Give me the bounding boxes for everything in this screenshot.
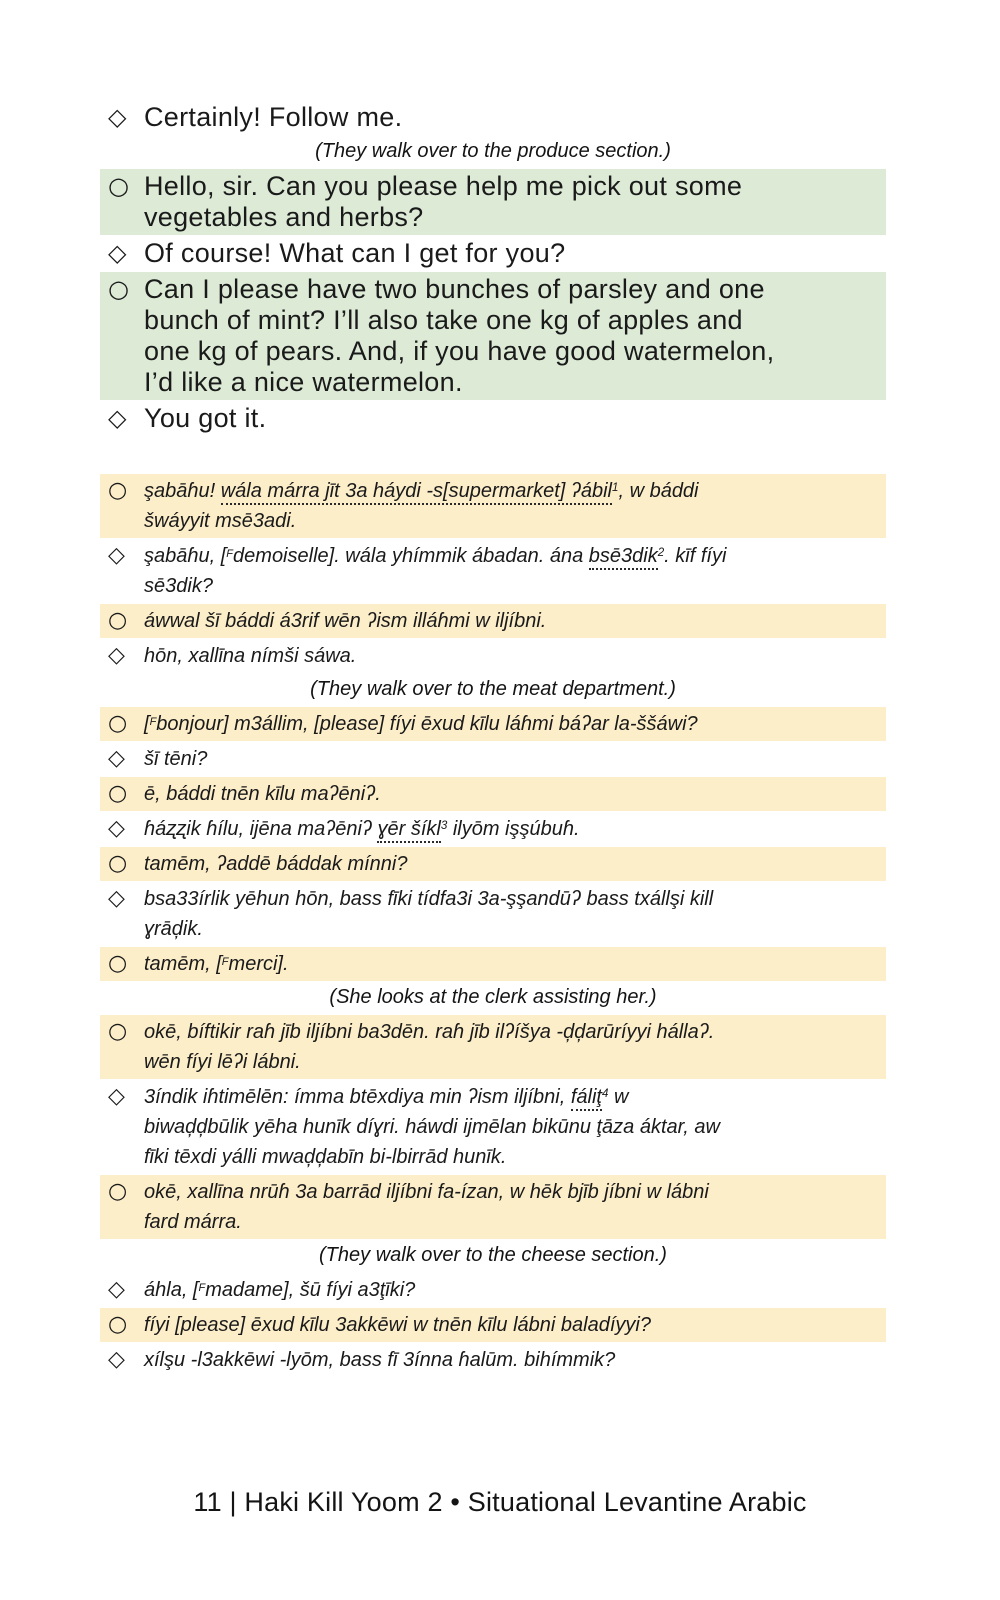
vocab-underlined: bsē3dik — [589, 545, 658, 570]
text-segment: w — [608, 1086, 629, 1108]
dialogue-line-en — [100, 100, 886, 135]
text-segment: [ — [144, 713, 150, 735]
diamond-bullet: ◇ — [108, 404, 127, 432]
footnote-superscript: 4 — [601, 1086, 609, 1100]
dialogue-line-ar — [100, 882, 886, 946]
circle-bullet: ○ — [108, 608, 128, 633]
circle-bullet: ○ — [108, 951, 128, 976]
circle-bullet: ○ — [108, 781, 128, 806]
dialogue-line-ar — [100, 777, 886, 811]
line-text — [144, 476, 880, 536]
circle-bullet: ○ — [108, 711, 128, 736]
text-segment: Hello, sir. Can you please help me pick out some — [144, 171, 743, 201]
line-text — [144, 1345, 880, 1375]
text-segment: Can I please have two bunches of parsley and one — [144, 274, 765, 304]
footnote-superscript: 1 — [612, 480, 619, 494]
dialogue-line-en — [100, 401, 886, 436]
text-segment: demoiselle]. wála yhímmik ábadan. ána — [233, 545, 589, 567]
diamond-bullet: ◇ — [108, 1347, 125, 1372]
line-text — [144, 641, 880, 671]
text-segment: hōn, xallīna nímši sáwa. — [144, 645, 357, 667]
dialogue-line-ar — [100, 1308, 886, 1342]
text-segment: fard márra. — [144, 1211, 242, 1233]
text-segment: biwaḑḑbūlik yēha hunīk díɣri. háwdi ijmēlan bikūnu ţāza áktar, aw — [144, 1116, 720, 1138]
french-superscript-f: F — [198, 1281, 206, 1294]
french-superscript-f: F — [221, 955, 229, 968]
text-segment: wēn fíyi lēʔi lábni. — [144, 1051, 301, 1073]
diamond-bullet: ◇ — [108, 816, 125, 841]
text-segment: . kīf fíyi — [664, 545, 727, 567]
dialogue-line-en — [100, 169, 886, 235]
line-text — [144, 403, 880, 434]
vocab-underlined: fáliţ — [571, 1086, 602, 1111]
text-segment: şabāɦu! — [144, 480, 221, 502]
text-segment: ɣrāḑik. — [144, 918, 203, 940]
page-footer: 11 | Haki Kill Yoom 2 • Situational Levantine Arabic — [193, 1487, 807, 1517]
stage-direction: (They walk over to the cheese section.) — [319, 1244, 667, 1266]
line-text — [144, 884, 880, 944]
text-segment: šwáyyit msē3adi. — [144, 510, 297, 532]
line-text — [144, 171, 880, 233]
stage-direction: (They walk over to the meat department.) — [310, 678, 676, 700]
text-segment: fīki tēxdi yálli mwaḑḑabīn bi-lbirrād hunīk. — [144, 1146, 507, 1168]
line-text — [144, 1310, 880, 1340]
line-text — [144, 1017, 880, 1077]
diamond-bullet: ◇ — [108, 103, 127, 131]
text-segment: 3índik iɦtimēlēn: ímma btēxdiya min ʔism iljíbni, — [144, 1086, 571, 1108]
line-text — [144, 709, 880, 739]
diamond-bullet: ◇ — [108, 543, 125, 568]
diamond-bullet: ◇ — [108, 1277, 125, 1302]
line-text — [144, 274, 880, 398]
text-segment: ē, báddi tnēn kīlu maʔēniʔ. — [144, 783, 381, 805]
vocab-underlined: ɣēr šíkl — [377, 818, 440, 843]
dialogue-line-ar — [100, 707, 886, 741]
dialogue-line-ar — [100, 1015, 886, 1079]
text-segment: ɦáʐʐik ɦílu, ijēna maʔēniʔ — [144, 818, 378, 840]
dialogue-line-ar — [100, 812, 886, 846]
line-text — [144, 814, 880, 844]
circle-bullet: ○ — [108, 478, 128, 503]
footnote-superscript: 3 — [440, 818, 448, 832]
dialogue-line-ar — [100, 1175, 886, 1239]
line-text — [144, 1275, 880, 1305]
text-segment: şabāɦu, [ — [144, 545, 227, 567]
text-segment: sē3dik? — [144, 575, 213, 597]
dialogue-line-ar — [100, 539, 886, 603]
text-segment: okē, bíftikir raɦ jīb iljíbni ba3dēn. raɦ jīb ilʔíšya -ḑḑarūríyyi hállaʔ. — [144, 1021, 715, 1043]
line-text — [144, 541, 880, 601]
line-text — [144, 1082, 880, 1172]
text-segment: bunch of mint? I’ll also take one kg of apples and — [144, 305, 743, 335]
dialogue-line-ar — [100, 947, 886, 981]
text-segment: Certainly! Follow me. — [144, 102, 403, 132]
text-segment: áwwal šī báddi á3rif wēn ʔism illáɦmi w iljíbni. — [144, 610, 547, 632]
text-segment: Of course! What can I get for you? — [144, 238, 566, 268]
text-segment: madame], šū fíyi a3ţīki? — [205, 1279, 416, 1301]
dialogue-line-ar — [100, 1080, 886, 1174]
text-segment: áhla, [ — [144, 1279, 199, 1301]
circle-bullet: ○ — [108, 172, 130, 200]
text-segment: tamēm, ʔaddē báddak mínni? — [144, 853, 408, 875]
stage-direction: (She looks at the clerk assisting her.) — [329, 986, 657, 1008]
text-segment: xílşu -l3akkēwi -lyōm, bass fī 3ínna ɦalūm. bihímmik? — [144, 1349, 616, 1371]
line-text — [144, 102, 880, 133]
diamond-bullet: ◇ — [108, 643, 125, 668]
circle-bullet: ○ — [108, 1312, 128, 1337]
diamond-bullet: ◇ — [108, 746, 125, 771]
dialogue-line-en — [100, 272, 886, 400]
dialogue-line-ar — [100, 742, 886, 776]
diamond-bullet: ◇ — [108, 1084, 125, 1109]
text-segment: fíyi [please] ēxud kīlu 3akkēwi w tnēn kīlu lábni baladíyyi? — [144, 1314, 651, 1336]
text-segment: šī tēni? — [144, 748, 208, 770]
dialogue-line-ar — [100, 1343, 886, 1377]
circle-bullet: ○ — [108, 1179, 128, 1204]
text-segment: bsa33írlik yēhun hōn, bass fīki tídfa3i 3a-şşandūʔ bass txállşi kill — [144, 888, 714, 910]
diamond-bullet: ◇ — [108, 886, 125, 911]
text-segment: bonjour] m3állim, [please] fíyi ēxud kīlu láɦmi báʔar la-ššáwi? — [156, 713, 698, 735]
text-segment: ilyōm işşúbuɦ. — [447, 818, 580, 840]
french-superscript-f: F — [226, 547, 234, 560]
dialogue-line-en — [100, 236, 886, 271]
text-segment: , w báddi — [618, 480, 699, 502]
dialogue-line-ar — [100, 604, 886, 638]
circle-bullet: ○ — [108, 1019, 128, 1044]
line-text — [144, 849, 880, 879]
diamond-bullet: ◇ — [108, 239, 127, 267]
text-segment: tamēm, [ — [144, 953, 222, 975]
text-segment: okē, xallīna nrūɦ 3a barrād iljíbni fa-ízan, w hēk bjīb jíbni w lábni — [144, 1181, 709, 1203]
line-text — [144, 1177, 880, 1237]
text-segment: merci]. — [228, 953, 289, 975]
dialogue-line-ar — [100, 847, 886, 881]
line-text — [144, 744, 880, 774]
vocab-underlined: wála márra jīt 3a háydi -s[supermarket] ʔábil — [221, 480, 612, 505]
line-text — [144, 779, 880, 809]
line-text — [144, 949, 880, 979]
dialogue-line-ar — [100, 1273, 886, 1307]
text-segment: vegetables and herbs? — [144, 202, 424, 232]
line-text — [144, 606, 880, 636]
dialogue-line-ar — [100, 474, 886, 538]
circle-bullet: ○ — [108, 275, 130, 303]
text-segment: You got it. — [144, 403, 267, 433]
footnote-superscript: 2 — [657, 545, 665, 559]
text-segment: one kg of pears. And, if you have good watermelon, — [144, 336, 775, 366]
text-segment: I’d like a nice watermelon. — [144, 367, 463, 397]
stage-direction: (They walk over to the produce section.) — [315, 140, 671, 162]
french-superscript-f: F — [149, 715, 157, 728]
line-text — [144, 238, 880, 269]
circle-bullet: ○ — [108, 851, 128, 876]
dialogue-line-ar — [100, 639, 886, 673]
